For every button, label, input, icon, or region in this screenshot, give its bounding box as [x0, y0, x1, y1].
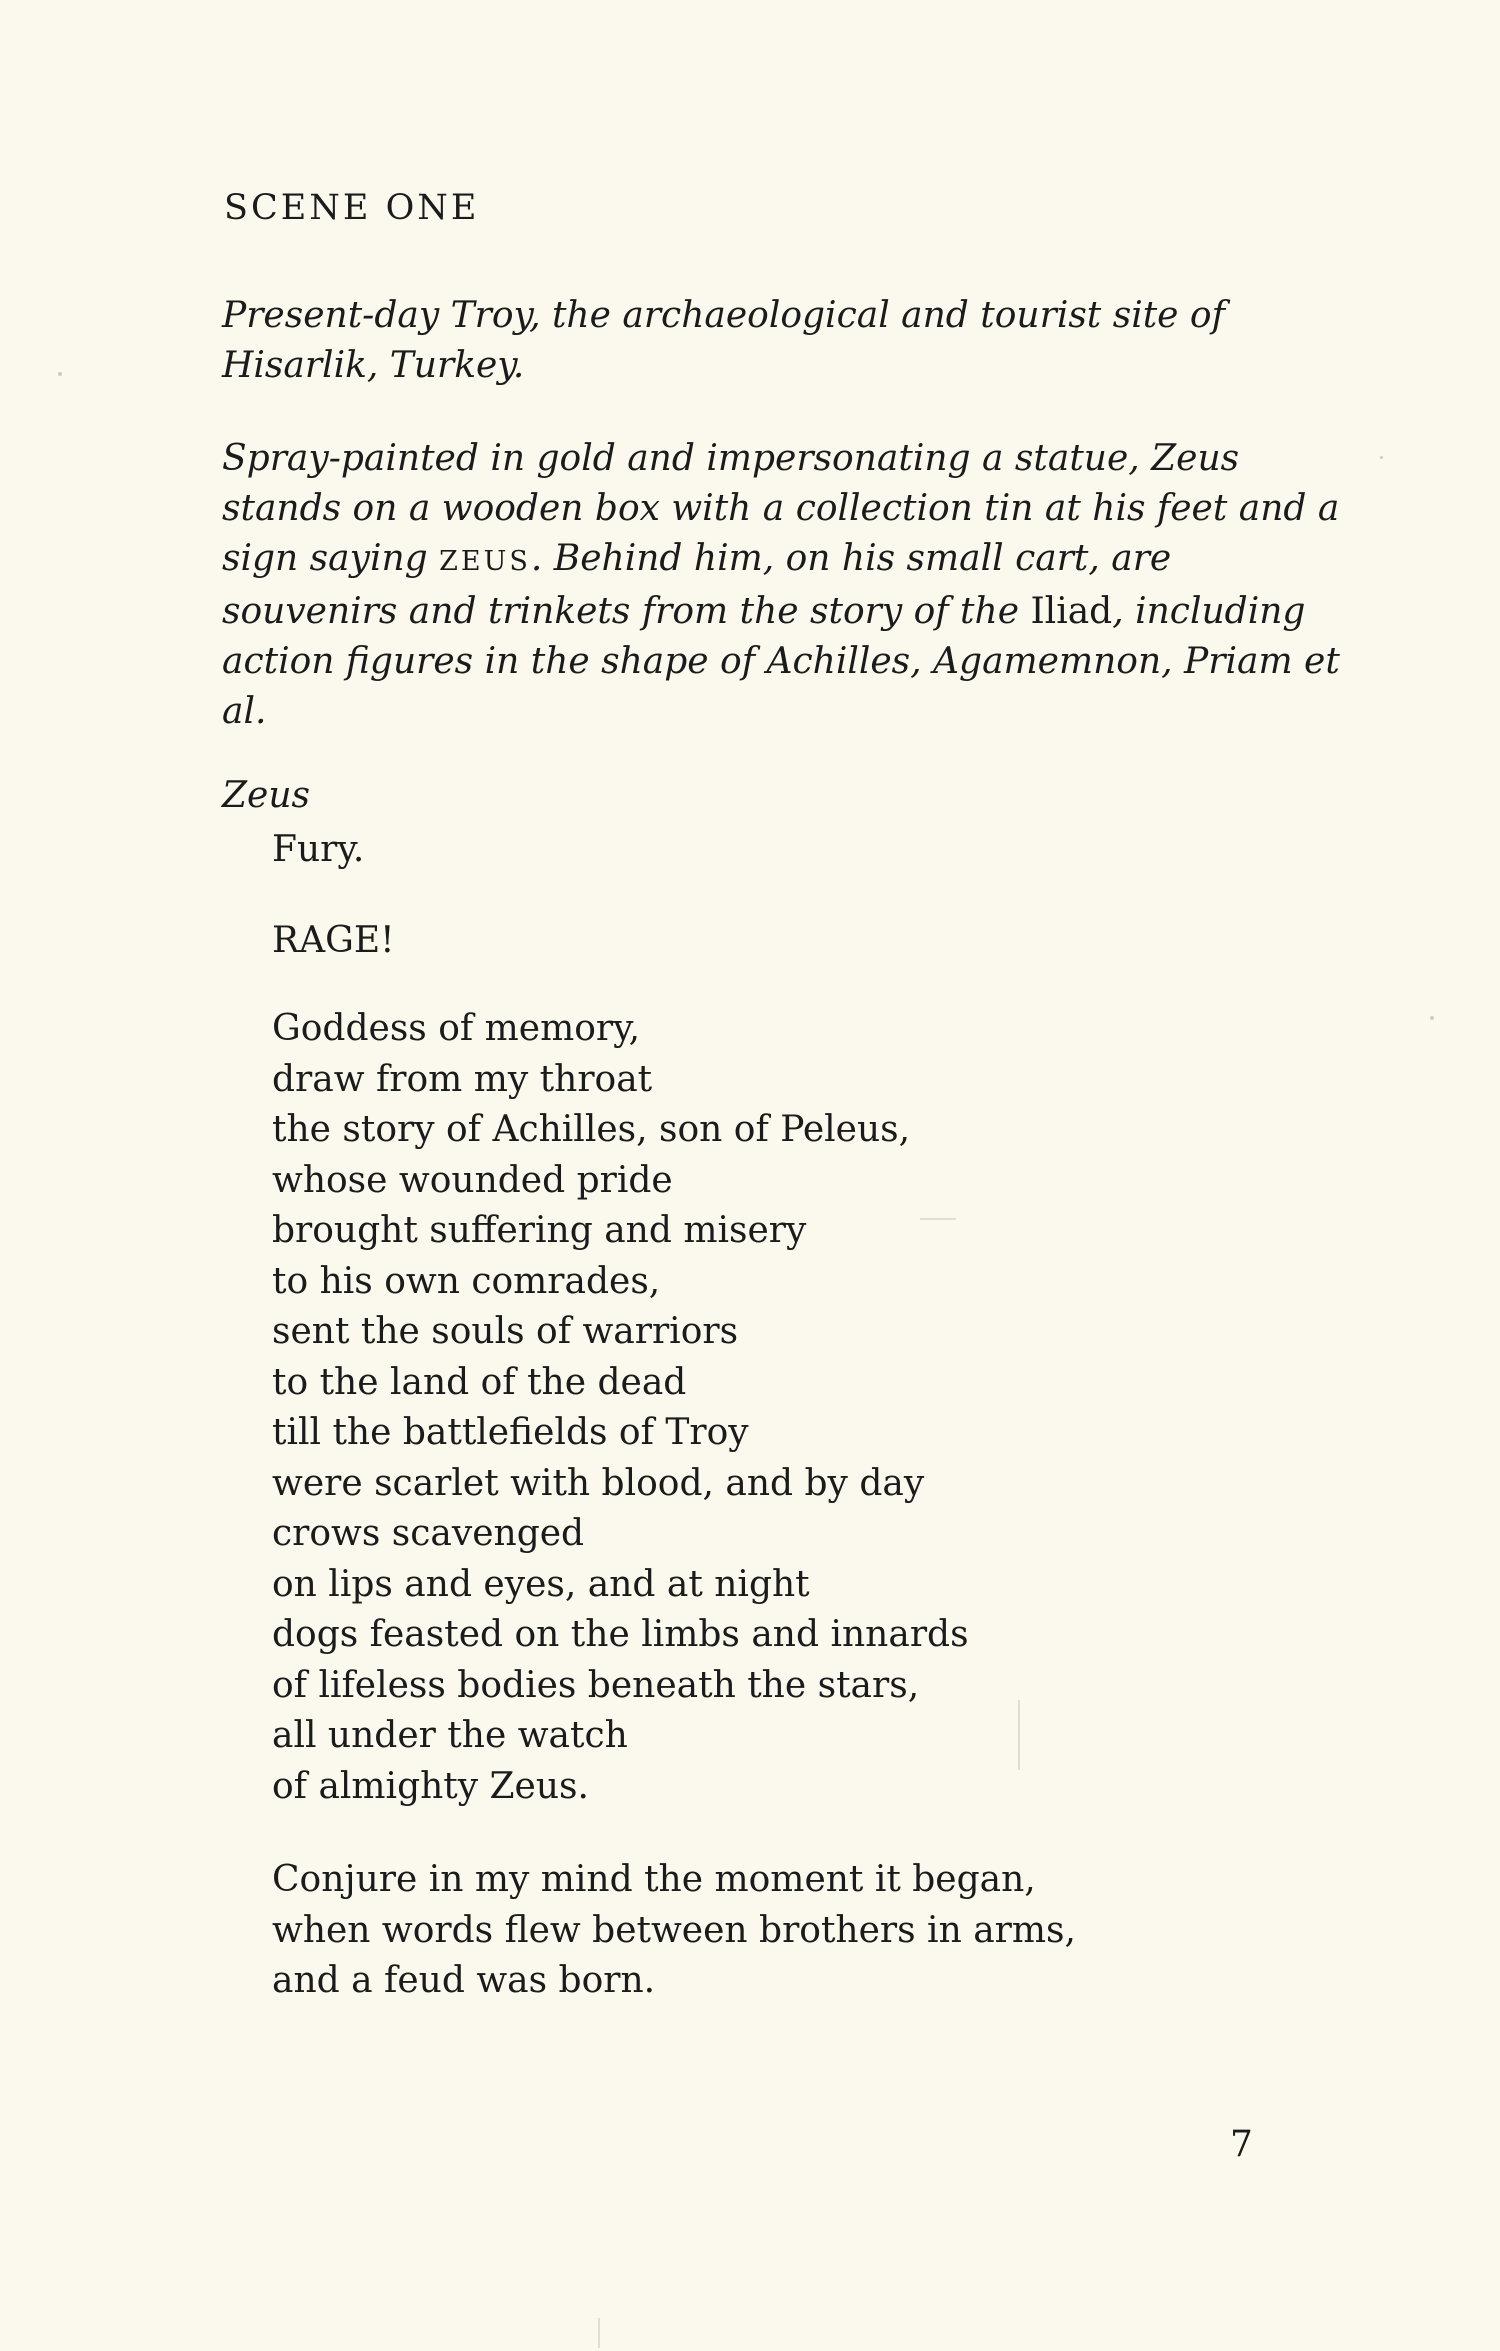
verse-line: Goddess of memory, [272, 1008, 641, 1049]
verse-line: whose wounded pride [272, 1159, 673, 1201]
verse-line: Fury. [272, 829, 365, 870]
verse-line: draw from my throat [272, 1058, 653, 1100]
book-title-word: Iliad [1030, 591, 1113, 632]
verse-line: RAGE! [272, 920, 395, 961]
verse-stanza [272, 1004, 1372, 1812]
scene-heading: SCENE ONE [224, 188, 480, 228]
verse-line: all under the watch [272, 1715, 628, 1756]
stage-direction-text: Spray-painted in gold and impersonating a statue, Zeus stands on a wooden box with a collection tin at his feet and a sign saying [222, 438, 1340, 579]
stage-direction-text: , including action figures in the shape of Achilles, Agamemnon, Priam et al. [222, 591, 1340, 732]
verse-stanza [272, 825, 1372, 876]
sign-word: ZEUS [439, 546, 531, 577]
verse-line: were scarlet with blood, and by day [272, 1462, 925, 1504]
speaker-name: Zeus [222, 775, 310, 816]
scan-speck [58, 372, 62, 376]
verse-line: till the battlefields of Troy [272, 1412, 749, 1453]
verse-stanza [272, 916, 1372, 967]
scan-mark [598, 2318, 600, 2348]
verse-line: of almighty Zeus. [272, 1765, 589, 1807]
verse-line: to his own comrades, [272, 1260, 661, 1302]
verse-line: sent the souls of warriors [272, 1311, 739, 1352]
verse-stanza [272, 1855, 1372, 2007]
verse-line: dogs feasted on the limbs and innards [272, 1614, 969, 1655]
verse-line: Conjure in my mind the moment it began, [272, 1859, 1036, 1900]
scan-speck [1430, 1016, 1434, 1020]
verse-line: brought suffering and misery [272, 1210, 807, 1251]
scan-mark [1018, 1700, 1020, 1770]
verse-line: to the land of the dead [272, 1361, 687, 1403]
scan-mark [920, 1218, 956, 1220]
stage-direction-zeus [222, 434, 1342, 737]
verse-line: when words flew between brothers in arms, [272, 1909, 1076, 1951]
verse-line: of lifeless bodies beneath the stars, [272, 1664, 920, 1706]
verse-line: crows scavenged [272, 1513, 585, 1554]
scan-speck [1380, 456, 1383, 459]
stage-direction-setting: Present-day Troy, the archaeological and tourist site of Hisarlik, Turkey. [222, 295, 1225, 386]
page-number: 7 [1230, 2124, 1253, 2165]
verse-line: on lips and eyes, and at night [272, 1563, 810, 1605]
stage-direction-text: . Behind him, on his small cart, are souvenirs and trinkets from the story of the [222, 538, 1172, 632]
verse-line: and a feud was born. [272, 1960, 656, 2001]
verse-line: the story of Achilles, son of Peleus, [272, 1109, 911, 1150]
